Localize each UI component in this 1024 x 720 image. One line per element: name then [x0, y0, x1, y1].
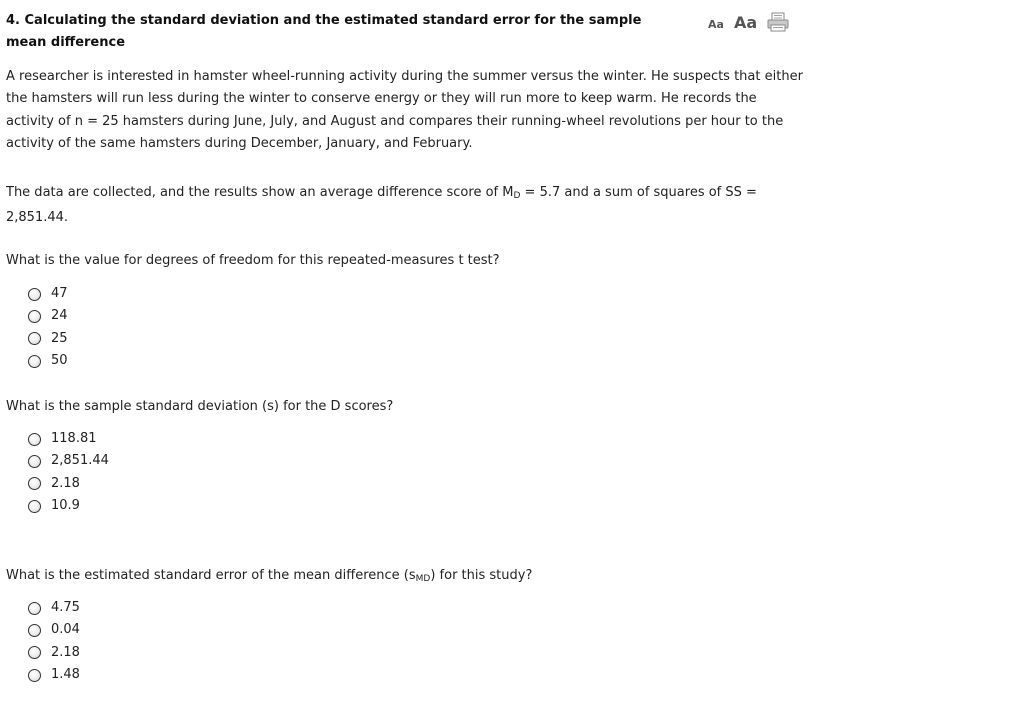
- option-sd-3[interactable]: [28, 473, 109, 495]
- radio-button[interactable]: [28, 477, 41, 490]
- option-label: 2.18: [51, 475, 80, 491]
- option-label: 24: [51, 308, 68, 324]
- data-summary-paragraph: [6, 182, 806, 230]
- option-sd-4[interactable]: [28, 495, 109, 517]
- radio-button[interactable]: [28, 455, 41, 468]
- option-se-1[interactable]: [28, 597, 80, 619]
- option-label: 50: [51, 353, 68, 369]
- option-se-3[interactable]: [28, 642, 80, 664]
- radio-button[interactable]: [28, 355, 41, 368]
- print-icon[interactable]: [767, 12, 789, 32]
- data-summary-subscript: D: [513, 191, 521, 201]
- scenario-paragraph: A researcher is interested in hamster wheel-running activity during the summer versus the winter. He suspects that either the hamsters will run less during the winter to conserve energy or they will run more to keep warm. He records the activity of n = 25 hamsters during June, July, and August and compares their running-wheel revolutions per hour to the activity of the same hamsters during December, January, and February.: [6, 69, 803, 152]
- option-label: 1.48: [51, 667, 80, 683]
- radio-button[interactable]: [28, 669, 41, 682]
- option-label: 118.81: [51, 431, 97, 447]
- option-label: 47: [51, 286, 68, 302]
- option-label: 0.04: [51, 622, 80, 638]
- radio-button[interactable]: [28, 310, 41, 323]
- option-label: 10.9: [51, 498, 80, 514]
- radio-button[interactable]: [28, 624, 41, 637]
- radio-button[interactable]: [28, 646, 41, 659]
- option-label: 2,851.44: [51, 453, 109, 469]
- question-header: [6, 10, 806, 54]
- option-df-4[interactable]: [28, 350, 68, 372]
- option-se-4[interactable]: [28, 664, 80, 686]
- radio-button[interactable]: [28, 602, 41, 615]
- option-label: 4.75: [51, 600, 80, 616]
- option-se-2[interactable]: [28, 619, 80, 641]
- option-df-3[interactable]: [28, 328, 68, 350]
- data-summary-text-after: = 5.7 and a sum of squares of SS = 2,851.44.: [6, 185, 757, 226]
- question-sd-text: What is the sample standard deviation (s) for the D scores?: [6, 399, 394, 414]
- option-label: 25: [51, 330, 68, 346]
- question-df-options: [28, 283, 68, 372]
- radio-button[interactable]: [28, 288, 41, 301]
- radio-button[interactable]: [28, 433, 41, 446]
- option-label: 2.18: [51, 644, 80, 660]
- data-summary-text-before: The data are collected, and the results show an average difference score of M: [6, 185, 514, 200]
- option-sd-1[interactable]: [28, 428, 109, 450]
- question-se-subscript: MD: [415, 574, 431, 584]
- font-size-small-button[interactable]: Aa: [708, 18, 724, 31]
- toolbar: [708, 12, 789, 32]
- option-df-2[interactable]: [28, 305, 68, 327]
- question-se-text: [6, 566, 532, 589]
- question-df-text: What is the value for degrees of freedom for this repeated-measures t test?: [6, 253, 500, 268]
- font-size-large-button[interactable]: Aa: [733, 13, 758, 32]
- question-se-text-before: What is the estimated standard error of the mean difference (s: [6, 568, 416, 583]
- option-df-1[interactable]: [28, 283, 68, 305]
- radio-button[interactable]: [28, 500, 41, 513]
- question-title: 4. Calculating the standard deviation and the estimated standard error for the sample mean difference: [6, 13, 642, 50]
- question-se-options: [28, 597, 80, 686]
- question-sd-options: [28, 428, 109, 517]
- question-se-text-after: ) for this study?: [430, 568, 533, 583]
- radio-button[interactable]: [28, 332, 41, 345]
- option-sd-2[interactable]: [28, 450, 109, 472]
